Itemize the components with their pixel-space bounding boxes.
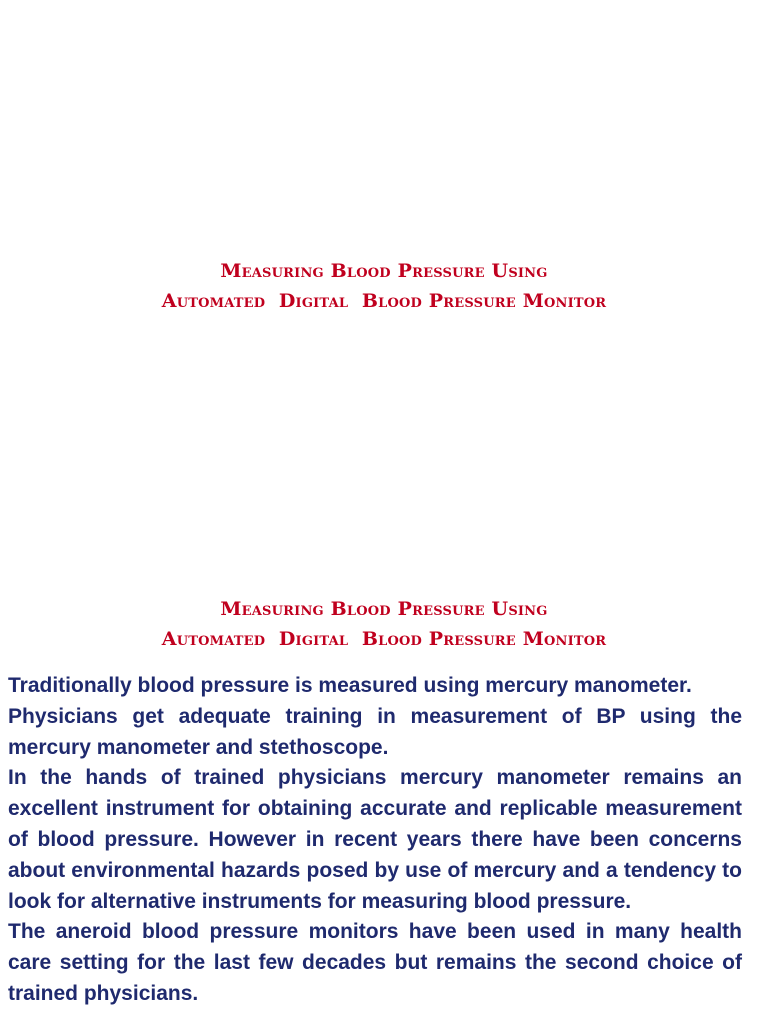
- title-line-2: Automated Digital Blood Pressure Monitor: [161, 290, 607, 312]
- content-slide: [0, 576, 768, 1024]
- slide-title: [0, 256, 768, 316]
- body-paragraph: In the hands of trained physicians mercury manometer remains an excellent instrument for obtaining accurate and replicable measurement of blood pressure. However in recent years there have been concerns about environmental hazards posed by use of mercury and a tendency to look for alternative instruments for measuring blood pressure.: [8, 766, 742, 913]
- title-line-1: Measuring Blood Pressure Using: [220, 260, 548, 282]
- body-paragraph: The aneroid blood pressure monitors have been used in many health care setting for the last few decades but remains the second choice of trained physicians.: [8, 920, 742, 1005]
- body-paragraph: Physicians get adequate training in measurement of BP using the mercury manometer and stethoscope.: [8, 704, 742, 759]
- body-paragraph: Traditionally blood pressure is measured using mercury manometer.: [8, 674, 692, 697]
- title-line-2: Automated Digital Blood Pressure Monitor: [161, 628, 607, 650]
- slide-title: [0, 594, 768, 654]
- title-line-1: Measuring Blood Pressure Using: [220, 598, 548, 620]
- slide-body: [8, 671, 742, 1010]
